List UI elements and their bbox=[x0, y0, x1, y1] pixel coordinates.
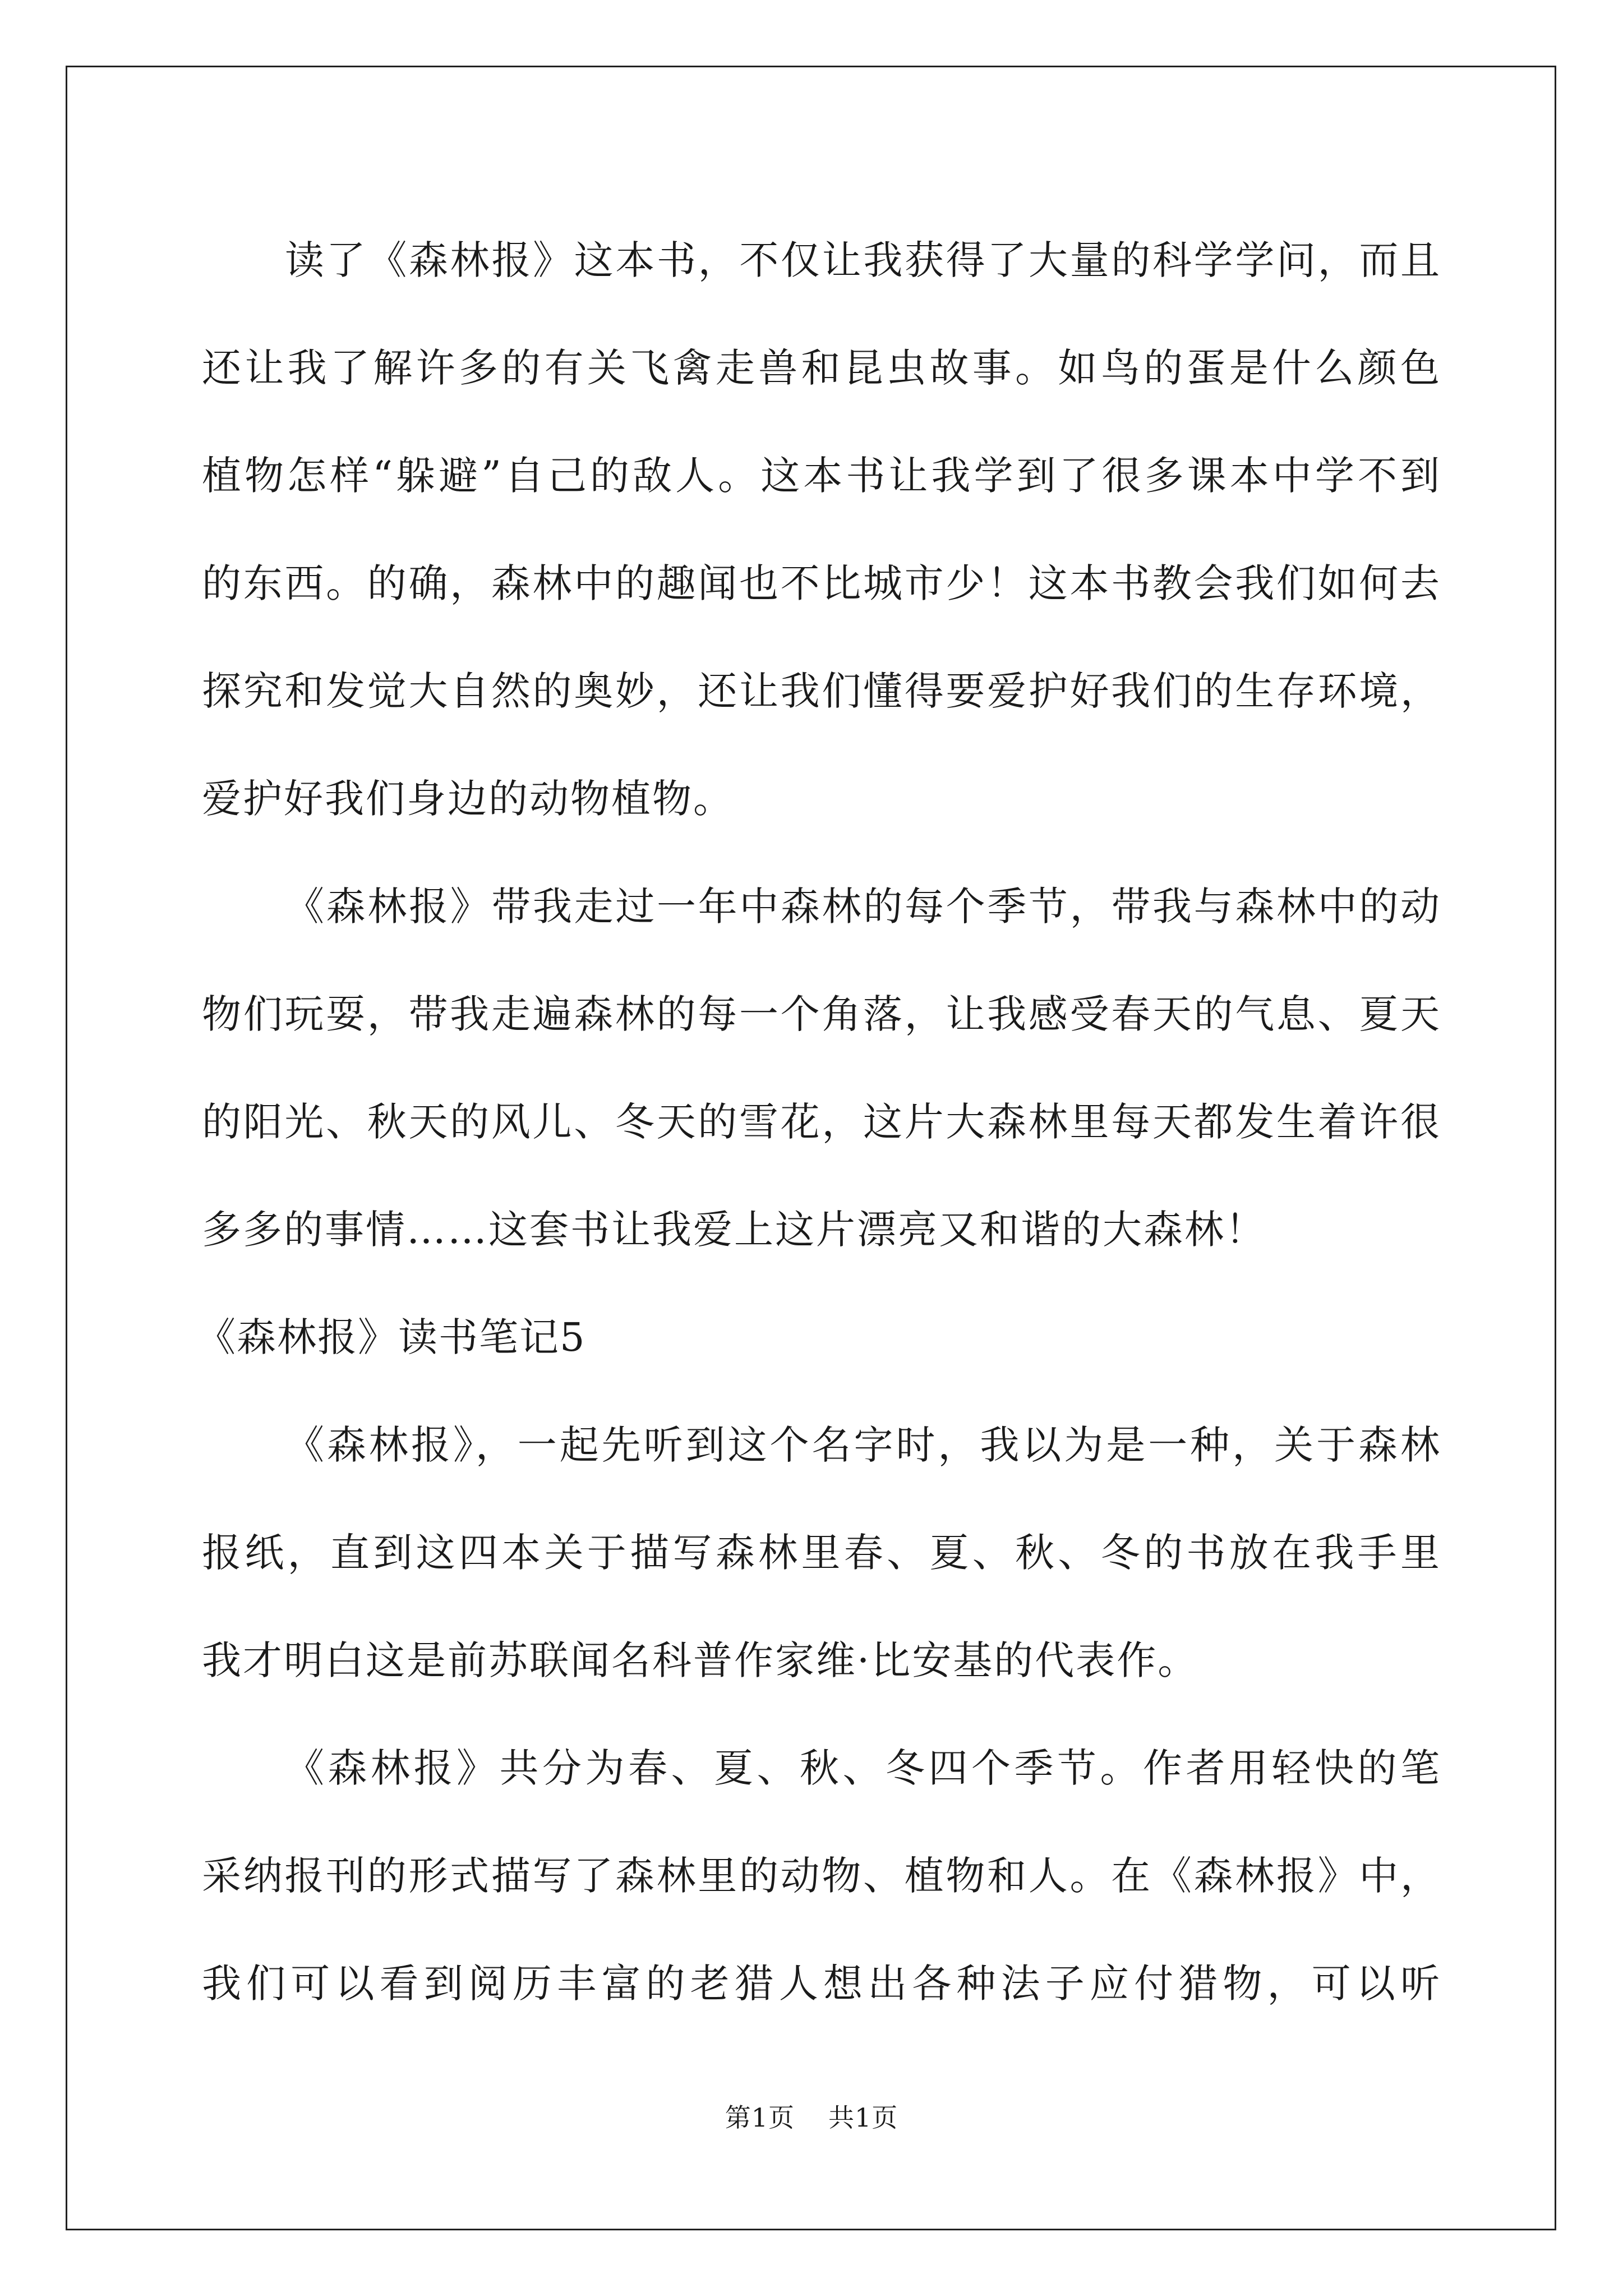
text-line: 我们可以看到阅历丰富的老猎人想出各种法子应付猎物，可以听 bbox=[202, 1961, 1441, 2007]
text-line: 还让我了解许多的有关飞禽走兽和昆虫故事。如鸟的蛋是什么颜色 bbox=[202, 345, 1441, 391]
text-line: 的东西。的确，森林中的趣闻也不比城市少！这本书教会我们如何去 bbox=[202, 560, 1441, 606]
text-line: 《森林报》带我走过一年中森林的每个季节，带我与森林中的动 bbox=[285, 884, 1441, 930]
text-line: 读了《森林报》这本书，不仅让我获得了大量的科学学问，而且 bbox=[285, 237, 1441, 283]
text-line: 的阳光、秋天的风儿、冬天的雪花，这片大森林里每天都发生着许很 bbox=[202, 1099, 1441, 1145]
text-line: 探究和发觉大自然的奥妙，还让我们懂得要爱护好我们的生存环境， bbox=[202, 668, 1441, 714]
text-line: 物们玩耍，带我走遍森林的每一个角落，让我感受春天的气息、夏天 bbox=[202, 991, 1441, 1037]
text-line: 爱护好我们身边的动物植物。 bbox=[202, 776, 734, 822]
section-heading: 《森林报》读书笔记5 bbox=[196, 1314, 586, 1360]
text-line: 采纳报刊的形式描写了森林里的动物、植物和人。在《森林报》中， bbox=[202, 1853, 1441, 1899]
page-footer bbox=[0, 2101, 1623, 2134]
text-line: 植物怎样“躲避”自己的敌人。这本书让我学到了很多课本中学不到 bbox=[202, 453, 1441, 499]
text-line: 我才明白这是前苏联闻名科普作家维·比安基的代表作。 bbox=[202, 1637, 1199, 1683]
page-number-current: 第1页 bbox=[725, 2102, 795, 2133]
page-number-total: 共1页 bbox=[828, 2102, 898, 2133]
text-line: 《森林报》，一起先听到这个名字时，我以为是一种，关于森林 bbox=[285, 1422, 1441, 1468]
text-line: 《森林报》共分为春、夏、秋、冬四个季节。作者用轻快的笔 bbox=[285, 1745, 1441, 1791]
text-line: 多多的事情……这套书让我爱上这片漂亮又和谐的大森林！ bbox=[202, 1207, 1266, 1253]
document-body bbox=[196, 206, 1441, 2037]
text-line: 报纸，直到这四本关于描写森林里春、夏、秋、冬的书放在我手里 bbox=[202, 1530, 1441, 1576]
